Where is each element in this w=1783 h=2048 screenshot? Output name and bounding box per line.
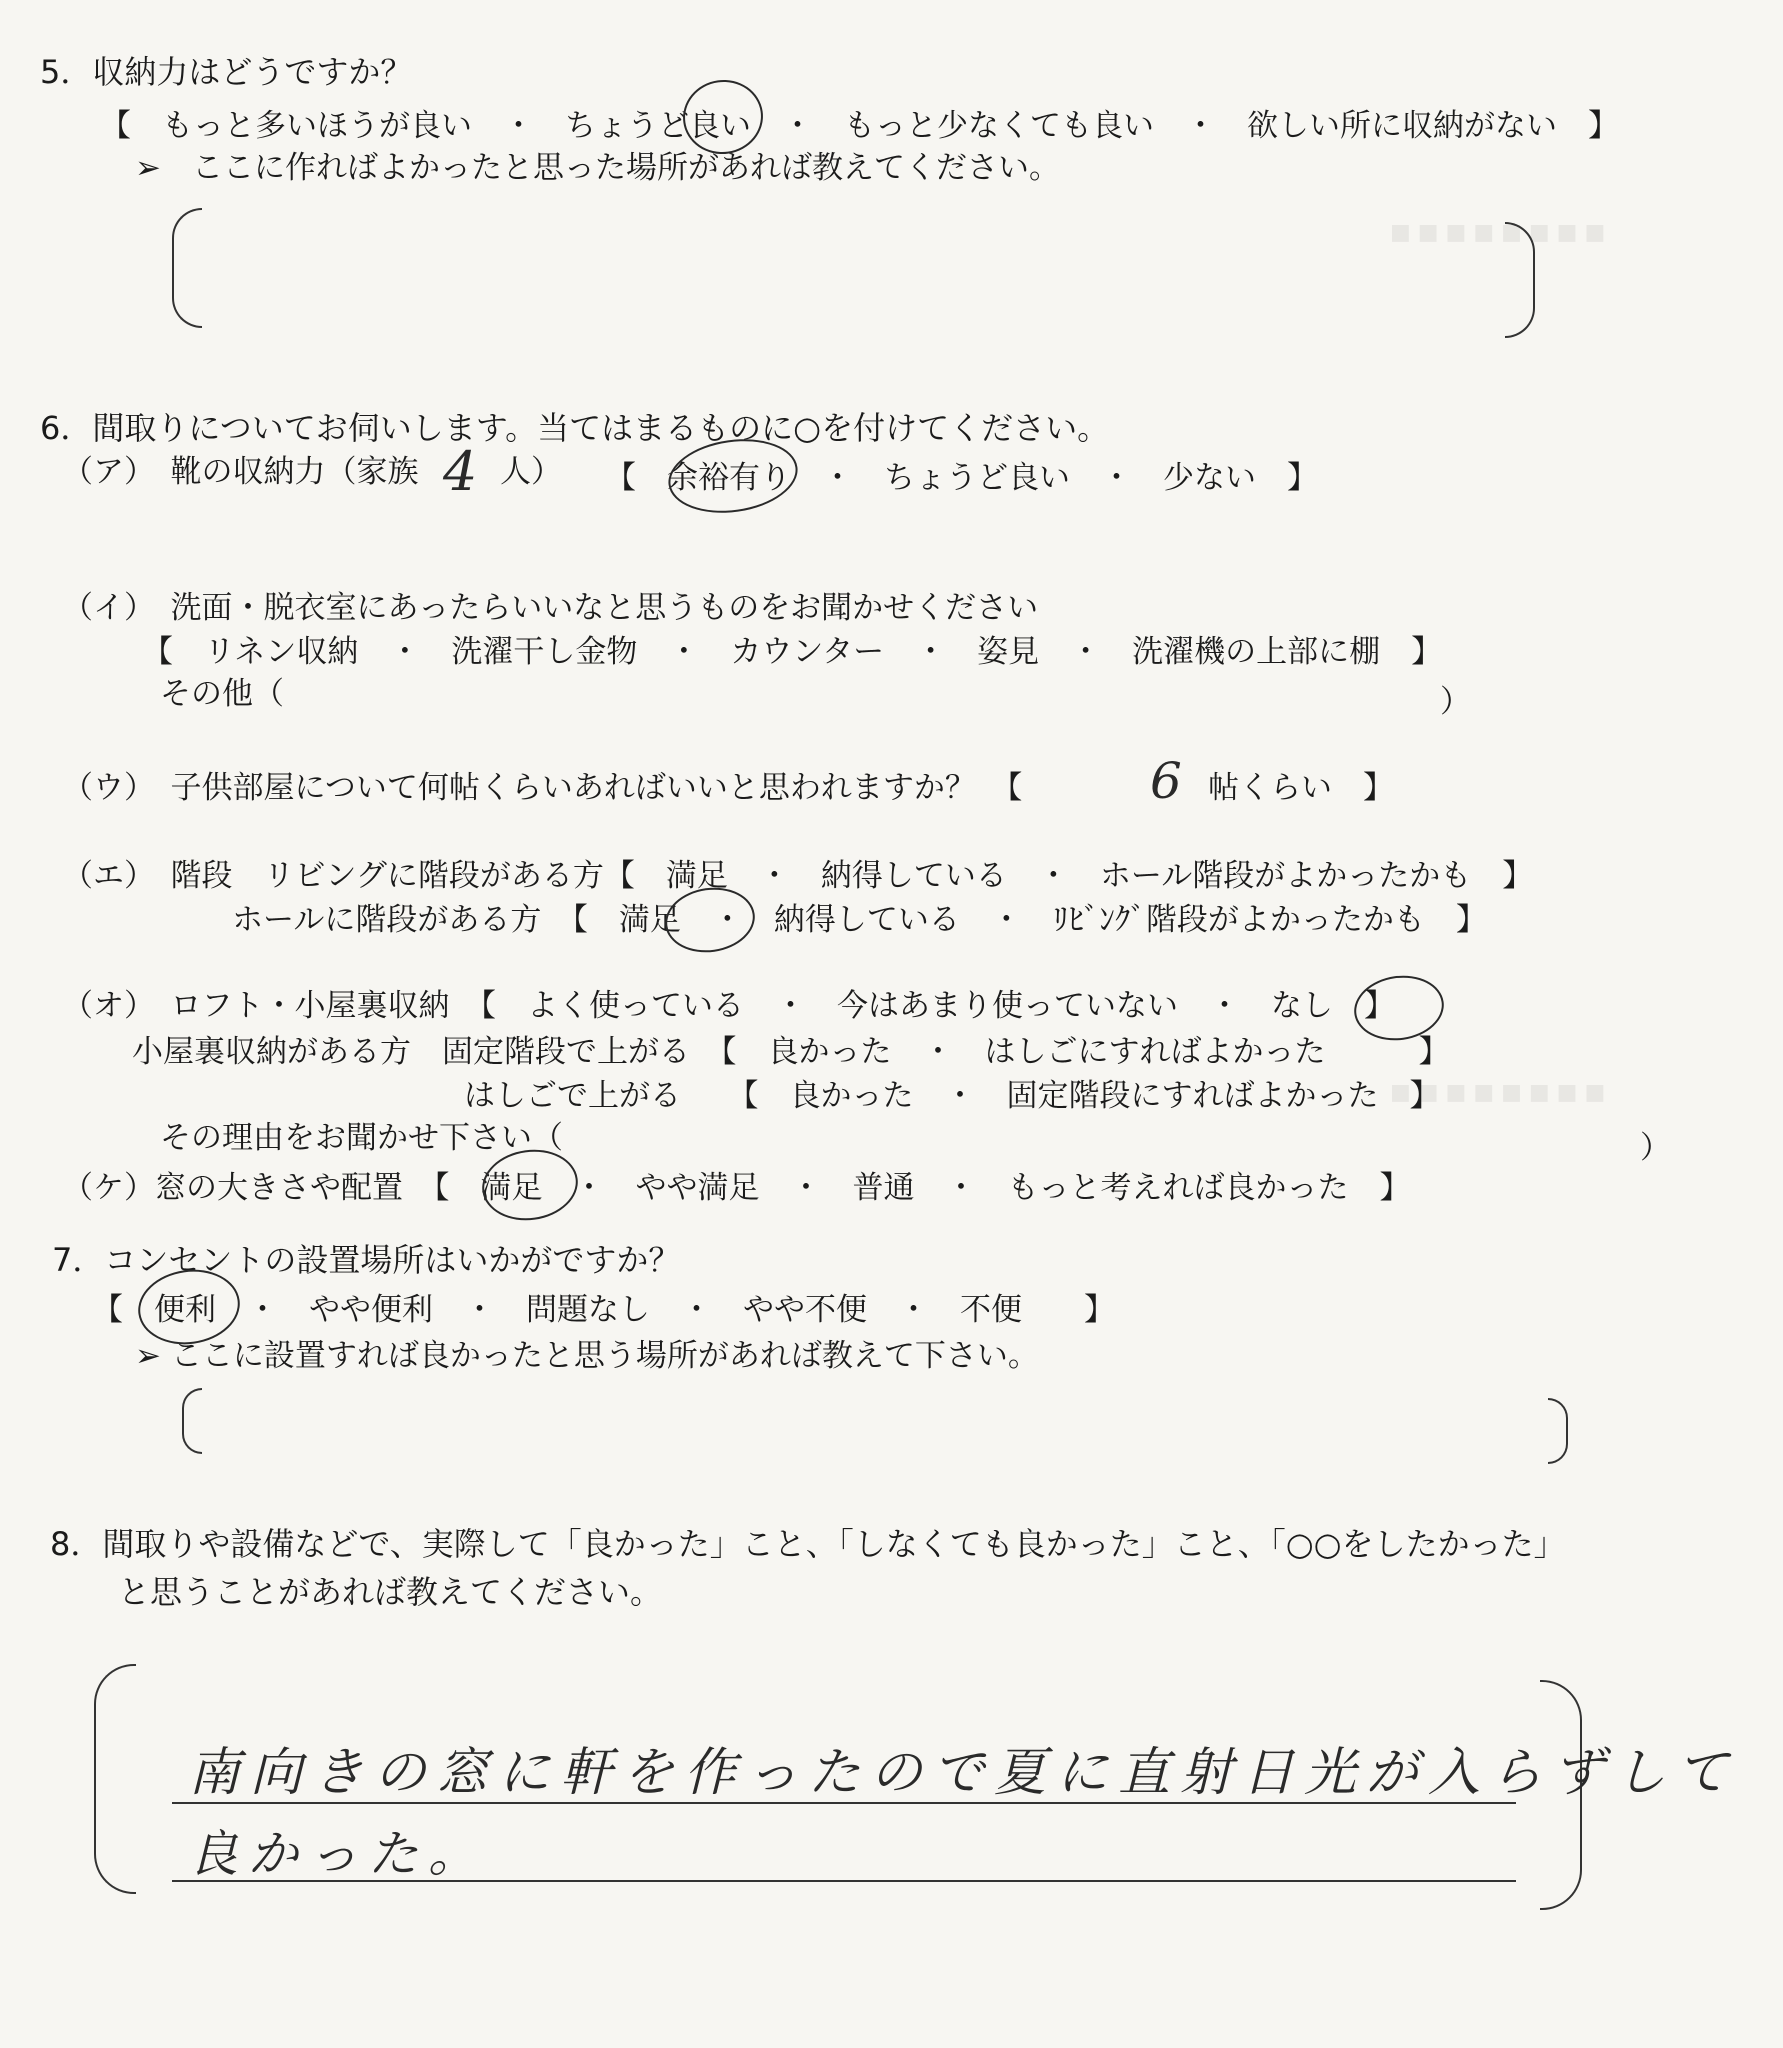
q5-options: 【 もっと多いほうが良い ・ ちょうど良い ・ もっと少なくても良い ・ 欲しい所に収納がない 】 xyxy=(100,108,1619,144)
q6i-other-close: ） xyxy=(1440,684,1471,720)
q6i-other: その他（ xyxy=(160,676,284,712)
q5-answer-bracket-right xyxy=(1505,222,1535,338)
q7-answer-bracket-right xyxy=(1548,1398,1568,1464)
q6o-label: （オ） ロフト・小屋裏収納 【 よく使っている ・ 今はあまり使っていない ・ なし 】 xyxy=(62,988,1395,1024)
q6o-ladder: はしごで上がる 【 良かった ・ 固定階段にすればよかった 】 xyxy=(464,1078,1441,1114)
q6i-label: （イ） 洗面・脱衣室にあったらいいなと思うものをお聞かせください xyxy=(62,590,1039,626)
q6u-label: （ウ） 子供部屋について何帖くらいあればいいと思われますか？ 【 xyxy=(62,770,1023,806)
q6ke-label: （ケ）窓の大きさや配置 【 満足 ・ やや満足 ・ 普通 ・ もっと考えれば良かった 】 xyxy=(62,1170,1411,1206)
q6a-options: 【 余裕有り ・ ちょうど良い ・ 少ない 】 xyxy=(605,460,1318,496)
show-through-text: ■ ■ ■ ■ ■ ■ ■ ■ xyxy=(1390,220,1606,245)
q5-answer-bracket-left xyxy=(172,208,202,328)
q6e-hall: ホールに階段がある方 【 満足 ・ 納得している ・ ﾘﾋﾞﾝｸﾞ階段がよかったかも 】 xyxy=(232,902,1487,938)
q6i-options: 【 リネン収納 ・ 洗濯干し金物 ・ カウンター ・ 姿見 ・ 洗濯機の上部に棚 】 xyxy=(142,634,1443,670)
q7-options: 【 便利 ・ やや便利 ・ 問題なし ・ やや不便 ・ 不便 】 xyxy=(92,1292,1115,1328)
q6a-family-count: 4 xyxy=(443,440,478,503)
q6u-unit: 帖くらい 】 xyxy=(1208,770,1394,806)
q8-title: 8．間取りや設備などで、実際して「良かった」こと、「しなくても良かった」こと、「○○をしたかった」 xyxy=(50,1525,1566,1563)
q5-title: 5．収納力はどうですか？ xyxy=(40,53,413,91)
q6o-fixed: 小屋裏収納がある方 固定階段で上がる 【 良かった ・ はしごにすればよかった 】 xyxy=(132,1034,1450,1070)
q8-answer-line1: 南向きの窓に軒を作ったので夏に直射日光が入らずして xyxy=(188,1743,1739,1803)
q8-answer-bracket-left xyxy=(94,1664,136,1894)
q7-answer-bracket-left xyxy=(182,1388,202,1454)
q6e-label: （エ） 階段 リビングに階段がある方【 満足 ・ 納得している ・ ホール階段がよかったかも 】 xyxy=(62,858,1534,894)
q6-title: 6．間取りについてお伺いします。当てはまるものに○を付けてください。 xyxy=(40,409,1110,447)
q6a-label-end: 人） xyxy=(500,454,562,490)
q8-answer-line2: 良かった。 xyxy=(188,1825,488,1883)
q6a-label: （ア） 靴の収納力（家族 xyxy=(62,454,419,490)
q5-prompt: ➢ ここに作ればよかったと思った場所があれば教えてください。 xyxy=(135,150,1060,186)
show-through-text: ■ ■ ■ ■ ■ ■ ■ ■ xyxy=(1390,1080,1606,1105)
q7-title: 7．コンセントの設置場所はいかがですか？ xyxy=(52,1241,681,1279)
q8-answer-rule-2 xyxy=(172,1880,1516,1882)
q8-title-line2: と思うことがあれば教えてください。 xyxy=(118,1573,663,1611)
q5-circle-mark xyxy=(678,75,768,159)
q8-answer-rule-1 xyxy=(172,1802,1516,1804)
q6o-reason-close: ） xyxy=(1640,1130,1671,1166)
q7-prompt: ➢ ここに設置すれば良かったと思う場所があれば教えて下さい。 xyxy=(135,1338,1039,1374)
q6u-answer: 6 xyxy=(1150,752,1182,810)
q6o-reason: その理由をお聞かせ下さい（ xyxy=(160,1120,563,1156)
